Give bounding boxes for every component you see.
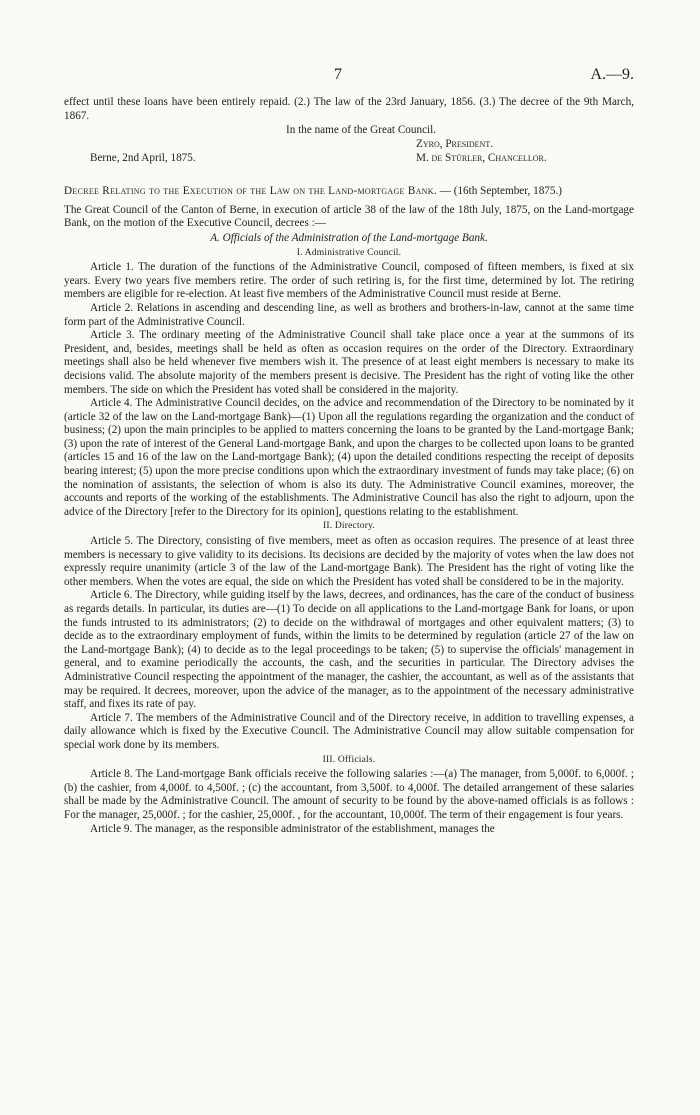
article-3: Article 3. The ordinary meeting of the Administrative Council shall take place once a year at the summons of its President, and, besides, meetings shall be held as often as occasion requires on the order of the Directory. Extraordinary meetings shall also be held whenever five members wish it. The presence of at least eight members is necessary to make its decisions valid. The absolute majority of the members present is decisive. The President has the right of voting like the other members. The side on which the President has voted shall be considered in the majority.	[64, 329, 634, 396]
subheading-officials: III. Officials.	[322, 754, 376, 765]
page-number: 7	[334, 66, 342, 83]
article-5: Article 5. The Directory, consisting of five members, meet as often as occasion requires. The presence of at least three members is necessary to give validity to its decisions. Its decisions are decided by the majority of votes when the law does not expressly require unanimity (article 3 of the law of the Land-mortgage Bank). The President has the right of voting like the other members. When the votes are equal, the side on which the President has voted shall be considered to be in the majority.	[64, 535, 634, 588]
article-9: Article 9. The manager, as the responsible administrator of the establishment, manages the	[90, 822, 495, 835]
section-a-heading: A. Officials of the Administration of the Land-mortgage Bank.	[210, 231, 488, 244]
decree-title	[64, 185, 634, 199]
subheading-administrative-council: I. Administrative Council.	[296, 247, 402, 258]
article-2: Article 2. Relations in ascending and descending line, as well as brothers and brothers-in-law, cannot at the same time form part of the Administrative Council.	[64, 301, 634, 328]
article-7: Article 7. The members of the Administrative Council and of the Directory receive, in addition to travelling expenses, a daily allowance which is fixed by the Executive Council. The Administrative Council may allow suitable compensation for special work done by its members.	[64, 711, 634, 751]
president-signature: Zyro, President.	[416, 138, 494, 151]
subheading-directory: II. Directory.	[322, 521, 376, 532]
chancellor-signature: M. de Stürler, Chancellor.	[416, 152, 547, 165]
intro-paragraph: effect until these loans have been entirely repaid. (2.) The law of the 23rd January, 1856. (3.) The decree of the 9th March, 1867.	[64, 96, 634, 122]
decree-title-text: Decree Relating to the Execution of the Law on the Land-mortgage Bank.	[64, 185, 437, 198]
document-body	[64, 96, 634, 836]
document-code: A.—9.	[590, 66, 634, 83]
decree-date: — (16th September, 1875.)	[439, 185, 563, 198]
article-6: Article 6. The Directory, while guiding itself by the laws, decrees, and ordinances, has the care of the conduct of business as regards details. In particular, its duties are—(1) To decide on all applications to the Land-mortgage Bank for loans, or upon the funds intrusted to its administrators; (2) to decide on the withdrawal of mortgages and other equivalent matters; (3) to decide as to the extraordinary employment of funds, within the limits to be determined by regulation (article 27 of the law on the Land-mortgage Bank); (4) to decide as to the legal proceedings to be taken; (5) to supervise the officials' management in general, and to examine periodically the accounts, the cash, and the securities in particular. The Directory advises the Administrative Council respecting the appointment of the manager, the cashier, the accountant, as well as of the assistants that may be required. It decrees, moreover, upon the advice of the manager, as to the appointment of the necessary administrative staff, and fixes its rate of pay.	[64, 589, 634, 711]
in-name-of-line: In the name of the Great Council.	[286, 124, 437, 137]
decree-preamble: The Great Council of the Canton of Berne, in execution of article 38 of the law of the 18th July, 1875, on the Land-mortgage Bank, on the motion of the Executive Council, decrees :—	[64, 203, 634, 230]
signature-block	[64, 123, 634, 179]
article-4: Article 4. The Administrative Council decides, on the advice and recommendation of the Directory to be nominated by it (article 32 of the law on the Land-mortgage Bank)—(1) Upon all the regulations regarding the organization and the conduct of business; (2) upon the main principles to be applied to matters concerning the loans to be granted by the Land-mortgage Bank; (3) upon the rate of interest of the General Land-mortgage Bank, and upon the charges to be collected upon loans to be granted (articles 15 and 16 of the law on the Land-mortgage Bank); (4) upon the detailed conditions respecting the receipt of deposits bearing interest; (5) upon the more precise conditions upon which the extraordinary investment of funds may take place; (6) on the nomination of assistants, the selection of whom is also its duty. The Administrative Council examines, moreover, the accounts and reports of the working of the establishments. The Administrative Council has also the right to adjourn, upon the advice of the Directory [refer to the Directory for its opinion], questions relating to the establishment.	[64, 397, 634, 518]
article-8: Article 8. The Land-mortgage Bank officials receive the following salaries :—(a) The manager, from 5,000f. to 6,000f. ; (b) the cashier, from 4,000f. to 4,500f. ; (c) the accountant, from 3,500f. to 4,000f. The detailed arrangement of these salaries shall be made by the Administrative Council. The amount of security to be found by the above-named officials is as follows : For the manager, 25,000f. ; for the cashier, 25,000f. , for the accountant, 10,000f. The term of their engagement is four years.	[64, 768, 634, 821]
article-1: Article 1. The duration of the functions of the Administrative Council, composed of fifteen members, is fixed at six years. Every two years five members retire. The order of such retiring is, for the first time, determined by lot. The retiring members are eligible for re-election. At least five members of the Administrative Council must reside at Berne.	[64, 261, 634, 301]
page-header	[64, 66, 634, 88]
place-date: Berne, 2nd April, 1875.	[90, 152, 196, 165]
